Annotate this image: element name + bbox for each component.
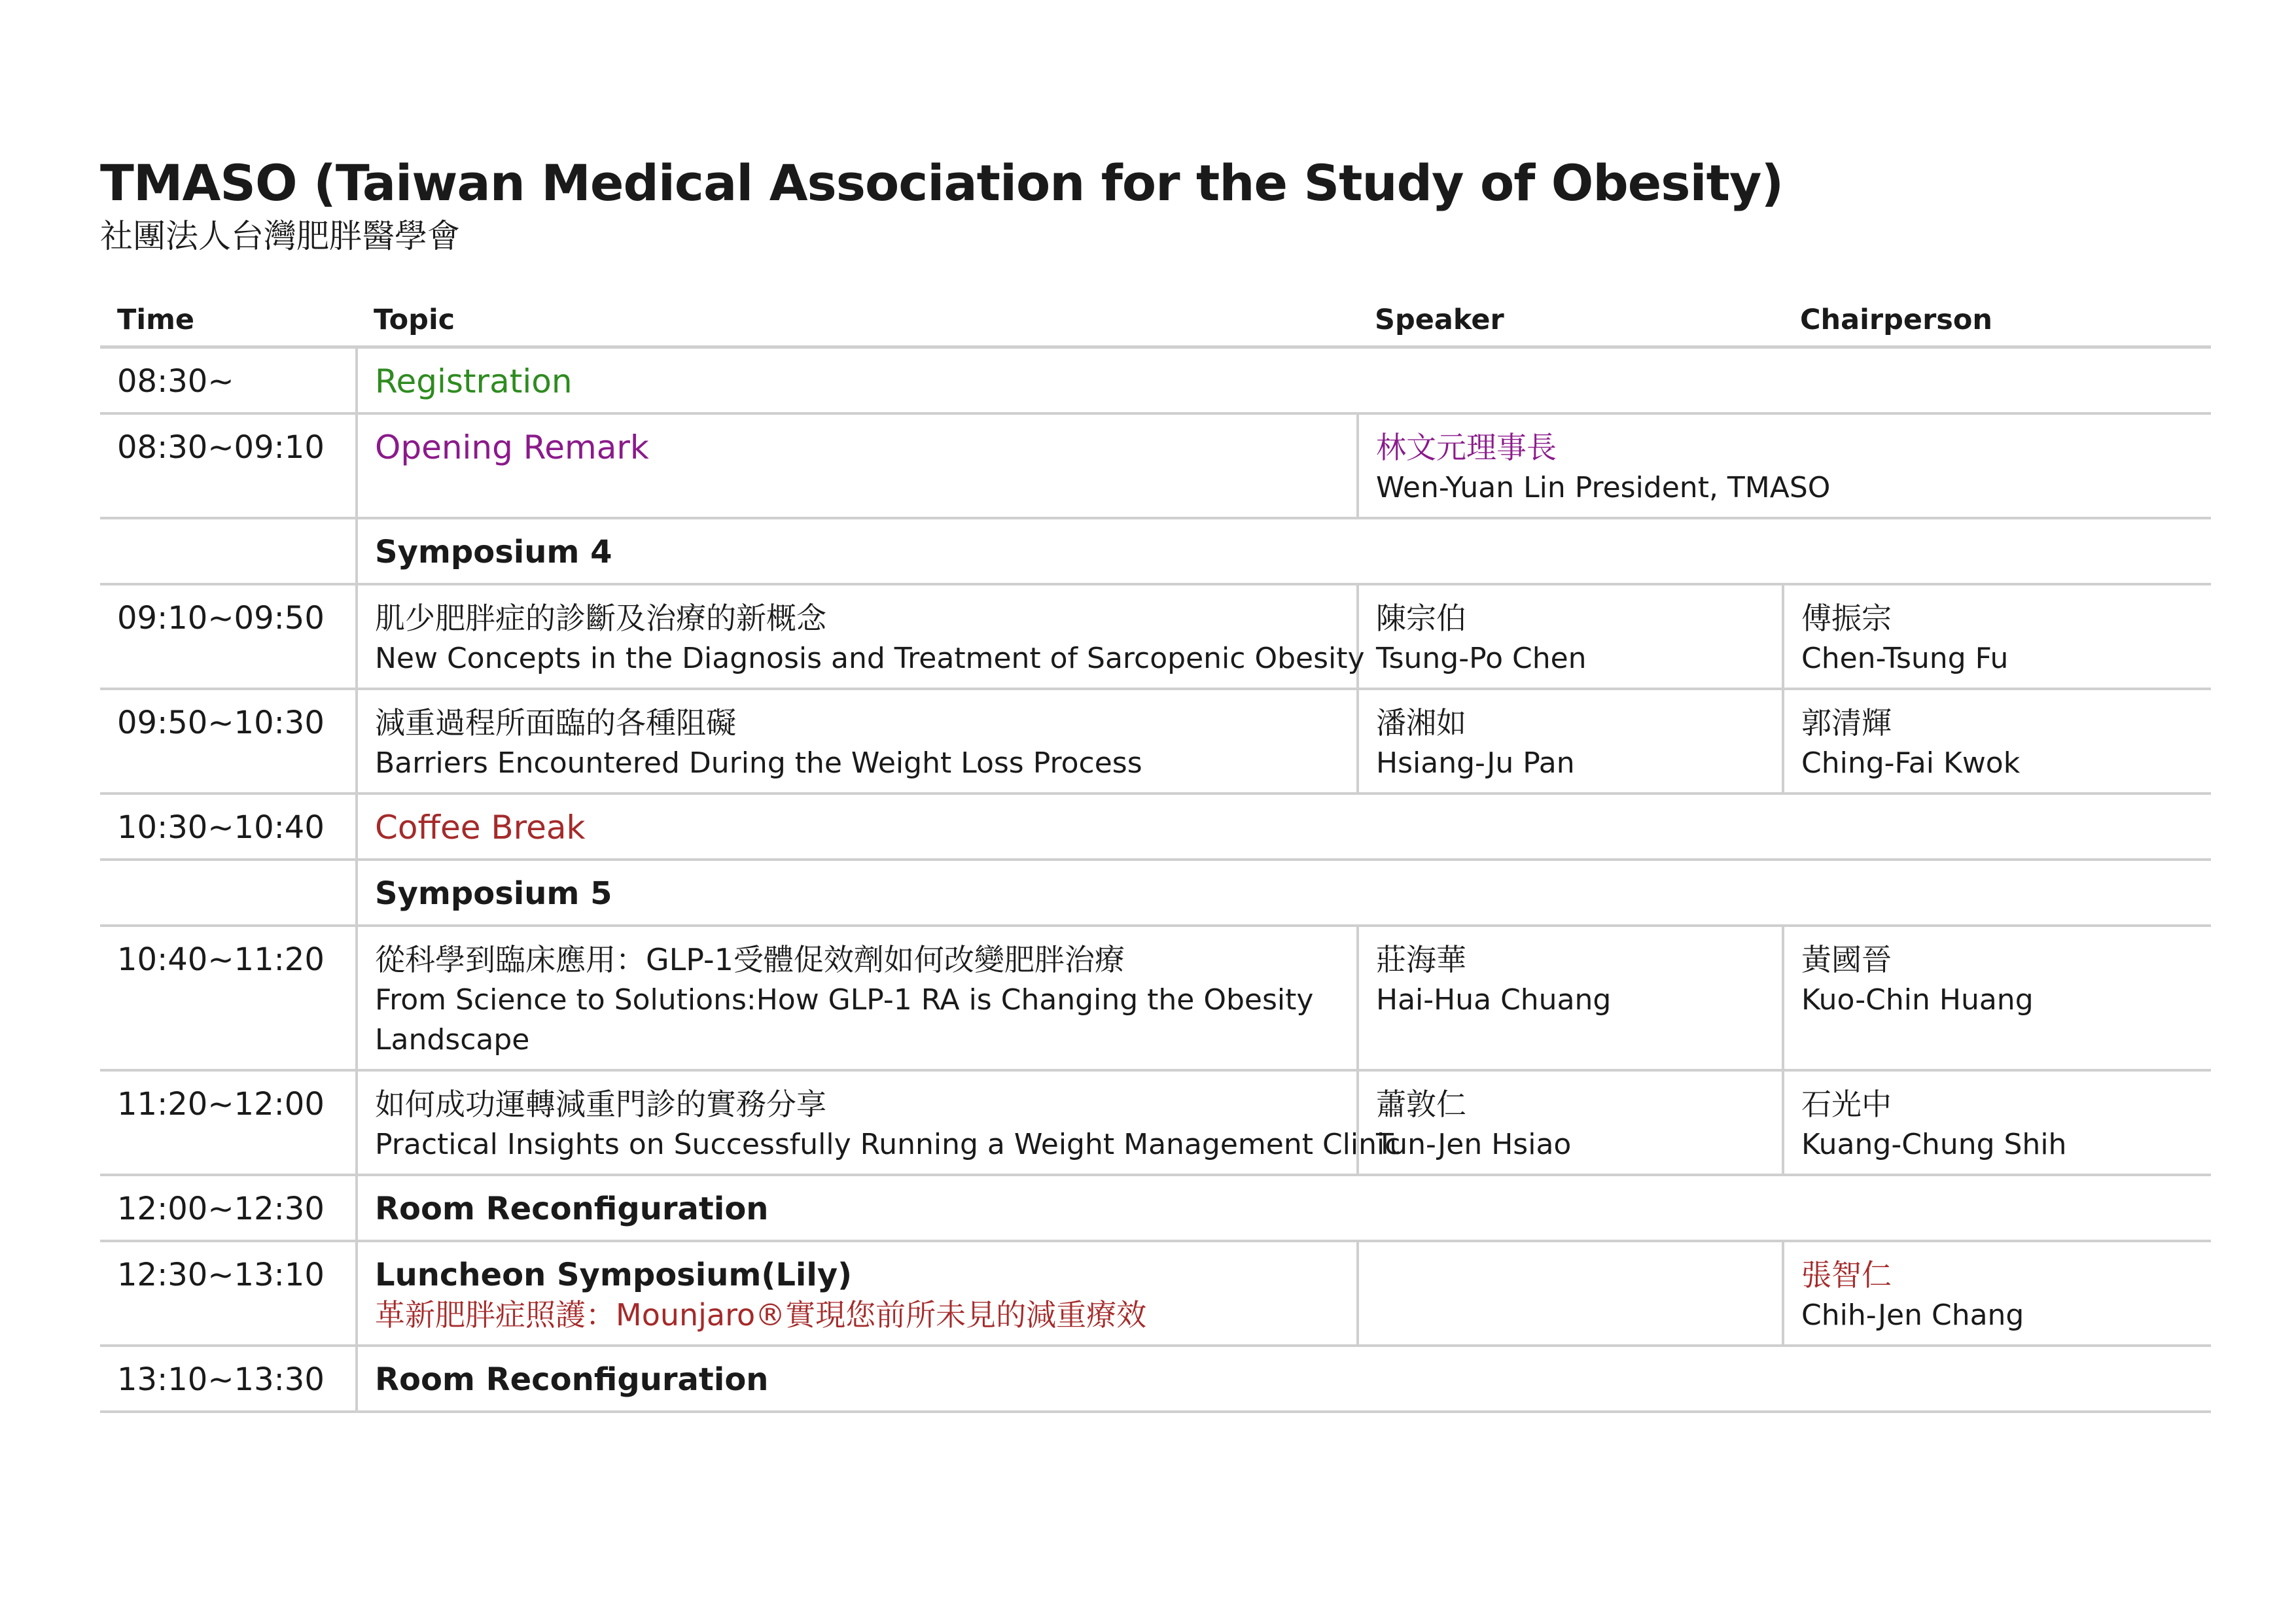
- topic-title-en: Practical Insights on Successfully Running a Weight Management Clinic: [375, 1127, 1401, 1161]
- topic-cell: [357, 584, 1365, 689]
- speaker-name-zh: 林文元理事長: [1376, 429, 1557, 465]
- topic-title-zh: 如何成功運轉減重門診的實務分享: [375, 1086, 826, 1122]
- speaker-cell: [1358, 1241, 1783, 1346]
- speaker-cell: [1358, 584, 1783, 689]
- session-title: Luncheon Symposium(Lily): [375, 1256, 853, 1293]
- speaker-name-en: Tsung-Po Chen: [1376, 641, 1587, 675]
- time-cell: 09:10~09:50: [100, 584, 357, 689]
- chair-cell: [1783, 1241, 2211, 1346]
- chair-name-en: Ching-Fai Kwok: [1801, 746, 2021, 780]
- coffee-break-label: Coffee Break: [375, 808, 586, 846]
- time-cell: 12:30~13:10: [100, 1241, 357, 1346]
- speaker-cell: [1358, 926, 1783, 1070]
- chair-name-en: Chen-Tsung Fu: [1801, 641, 2009, 675]
- chair-name-zh: 張智仁: [1801, 1257, 1892, 1293]
- table-row: [100, 347, 2211, 413]
- time-cell: 11:20~12:00: [100, 1070, 357, 1175]
- registration-label: Registration: [375, 362, 573, 400]
- topic-cell: [357, 413, 1358, 518]
- table-row: [100, 689, 2211, 794]
- time-cell: 13:10~13:30: [100, 1346, 357, 1412]
- session-title: Symposium 5: [375, 875, 612, 912]
- topic-cell: [357, 1241, 1358, 1346]
- chair-cell: [1783, 926, 2211, 1070]
- column-header-speaker: Speaker: [1358, 294, 1783, 347]
- chair-name-en: Chih-Jen Chang: [1801, 1298, 2024, 1332]
- topic-cell: [357, 926, 1358, 1070]
- table-row: [100, 518, 2211, 584]
- topic-title-zh: 肌少肥胖症的診斷及治療的新概念: [375, 600, 826, 636]
- table-row: [100, 1346, 2211, 1412]
- table-row: [100, 1241, 2211, 1346]
- speaker-name-zh: 陳宗伯: [1376, 600, 1466, 636]
- topic-title-en: New Concepts in the Diagnosis and Treatment of Sarcopenic Obesity: [375, 641, 1365, 675]
- table-row: [100, 926, 2211, 1070]
- speaker-name-zh: 潘湘如: [1376, 705, 1466, 741]
- chair-name-en: Kuo-Chin Huang: [1801, 983, 2034, 1017]
- table-row: [100, 860, 2211, 926]
- chair-cell: [1783, 689, 2211, 794]
- topic-subtitle: 革新肥胖症照護：Mounjaro®實現您前所未見的減重療效: [375, 1297, 1147, 1333]
- time-cell: 09:50~10:30: [100, 689, 357, 794]
- table-header-row: [100, 294, 2211, 347]
- topic-cell: [357, 1175, 2211, 1241]
- topic-cell: [357, 1070, 1401, 1175]
- column-header-topic: Topic: [357, 294, 1358, 347]
- speaker-cell: [1358, 413, 2211, 518]
- time-cell: 12:00~12:30: [100, 1175, 357, 1241]
- topic-cell: [357, 689, 1358, 794]
- chair-cell: [1783, 1070, 2211, 1175]
- time-cell: 08:30~09:10: [100, 413, 357, 518]
- session-title: Room Reconfiguration: [375, 1361, 769, 1398]
- column-header-time: Time: [100, 294, 357, 347]
- topic-title-zh: 從科學到臨床應用：GLP-1受體促效劑如何改變肥胖治療: [375, 941, 1125, 977]
- chair-name-zh: 石光中: [1801, 1086, 1892, 1122]
- table-row: [100, 1175, 2211, 1241]
- speaker-name-en: Hsiang-Ju Pan: [1376, 746, 1575, 780]
- time-cell: [100, 518, 357, 584]
- time-cell: [100, 860, 357, 926]
- table-row: [100, 584, 2211, 689]
- topic-cell: [357, 347, 2211, 413]
- chair-name-en: Kuang-Chung Shih: [1801, 1127, 2067, 1161]
- speaker-cell: [1358, 689, 1783, 794]
- speaker-name-zh: 莊海華: [1376, 941, 1466, 977]
- schedule-table: [100, 294, 2211, 1413]
- topic-cell: [357, 860, 2211, 926]
- time-cell: 08:30~: [100, 347, 357, 413]
- topic-cell: [357, 794, 2211, 860]
- page-subtitle: 社團法人台灣肥胖醫學會: [100, 217, 460, 255]
- topic-cell: [357, 1346, 2211, 1412]
- topic-title-en: Barriers Encountered During the Weight Loss Process: [375, 746, 1142, 780]
- session-title: Symposium 4: [375, 533, 612, 570]
- speaker-name-zh: 蕭敦仁: [1376, 1086, 1466, 1122]
- chair-name-zh: 黃國晉: [1801, 941, 1892, 977]
- time-cell: 10:40~11:20: [100, 926, 357, 1070]
- chair-cell: [1783, 584, 2211, 689]
- speaker-name-en: Tun-Jen Hsiao: [1376, 1127, 1572, 1161]
- opening-remark-label: Opening Remark: [375, 428, 649, 466]
- speaker-name-en: Hai-Hua Chuang: [1376, 983, 1612, 1017]
- table-row: [100, 413, 2211, 518]
- column-header-chairperson: Chairperson: [1783, 294, 2211, 347]
- session-title: Room Reconfiguration: [375, 1190, 769, 1227]
- topic-title-en: From Science to Solutions:How GLP-1 RA is Changing the Obesity Landscape: [375, 983, 1314, 1056]
- speaker-cell: [1358, 1070, 1783, 1175]
- chair-name-zh: 郭清輝: [1801, 705, 1892, 741]
- agenda-page: [100, 152, 2211, 1398]
- chair-name-zh: 傅振宗: [1801, 600, 1892, 636]
- topic-title-zh: 減重過程所面臨的各種阻礙: [375, 705, 736, 741]
- table-row: [100, 794, 2211, 860]
- topic-cell: [357, 518, 2211, 584]
- page-title: TMASO (Taiwan Medical Association for the Study of Obesity): [100, 154, 1784, 212]
- table-row: [100, 1070, 2211, 1175]
- time-cell: 10:30~10:40: [100, 794, 357, 860]
- speaker-name-en: Wen-Yuan Lin President, TMASO: [1376, 470, 1831, 504]
